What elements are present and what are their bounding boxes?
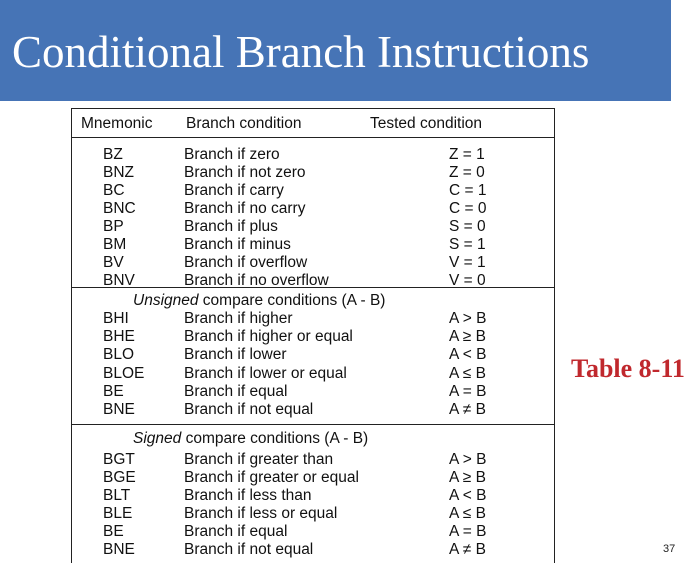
branch-condition-cell: Branch if lower — [184, 346, 287, 363]
branch-condition-cell: Branch if no overflow — [184, 272, 329, 289]
mnemonic-cell: BNC — [103, 200, 136, 217]
branch-condition-cell: Branch if higher — [184, 310, 293, 327]
mnemonic-cell: BHE — [103, 328, 135, 345]
tested-condition-cell: S = 0 — [449, 218, 486, 235]
table-row — [72, 328, 554, 346]
tested-condition-cell: A ≠ B — [449, 401, 486, 418]
table-row — [72, 254, 554, 272]
branch-condition-cell: Branch if lower or equal — [184, 365, 347, 382]
branch-condition-cell: Branch if equal — [184, 523, 288, 540]
flag-conditions-section — [72, 138, 554, 288]
table-row — [72, 218, 554, 236]
mnemonic-cell: BM — [103, 236, 127, 253]
tested-condition-cell: A ≤ B — [449, 505, 486, 522]
mnemonic-cell: BE — [103, 523, 124, 540]
branch-instructions-table — [71, 108, 555, 563]
branch-condition-cell: Branch if plus — [184, 218, 278, 235]
section-title — [133, 430, 368, 448]
mnemonic-cell: BV — [103, 254, 124, 271]
header-branch-condition: Branch condition — [186, 115, 302, 132]
table-row — [72, 200, 554, 218]
tested-condition-cell: A ≥ B — [449, 328, 486, 345]
branch-condition-cell: Branch if not equal — [184, 541, 314, 558]
tested-condition-cell: A = B — [449, 523, 487, 540]
table-header — [72, 109, 554, 138]
tested-condition-cell: A ≤ B — [449, 365, 486, 382]
tested-condition-cell: A < B — [449, 346, 487, 363]
section-title — [133, 292, 385, 310]
table-row — [72, 310, 554, 328]
tested-condition-cell: V = 1 — [449, 254, 486, 271]
mnemonic-cell: BE — [103, 383, 124, 400]
tested-condition-cell: S = 1 — [449, 236, 486, 253]
table-row — [72, 383, 554, 401]
tested-condition-cell: Z = 0 — [449, 164, 485, 181]
table-row — [72, 365, 554, 383]
section-title-rest: compare conditions (A - B) — [198, 292, 386, 309]
branch-condition-cell: Branch if not equal — [184, 401, 314, 418]
signed-compare-section — [72, 425, 554, 564]
tested-condition-cell: C = 0 — [449, 200, 487, 217]
branch-condition-cell: Branch if carry — [184, 182, 284, 199]
branch-condition-cell: Branch if no carry — [184, 200, 306, 217]
branch-condition-cell: Branch if higher or equal — [184, 328, 353, 345]
mnemonic-cell: BGE — [103, 469, 136, 486]
mnemonic-cell: BGT — [103, 451, 135, 468]
branch-condition-cell: Branch if minus — [184, 236, 291, 253]
unsigned-compare-section — [72, 288, 554, 425]
mnemonic-cell: BNZ — [103, 164, 134, 181]
section-title-italic: Signed — [133, 430, 182, 447]
tested-condition-cell: A ≥ B — [449, 469, 486, 486]
mnemonic-cell: BLT — [103, 487, 131, 504]
mnemonic-cell: BNV — [103, 272, 135, 289]
header-tested-condition: Tested condition — [370, 115, 483, 132]
page-number: 37 — [663, 543, 676, 555]
mnemonic-cell: BHI — [103, 310, 129, 327]
mnemonic-cell: BLE — [103, 505, 133, 522]
table-row — [72, 469, 554, 487]
branch-condition-cell: Branch if greater than — [184, 451, 334, 468]
table-row — [72, 451, 554, 469]
table-reference: Table 8-11 — [571, 354, 685, 383]
table-row — [72, 182, 554, 200]
header-mnemonic: Mnemonic — [81, 115, 153, 132]
branch-condition-cell: Branch if not zero — [184, 164, 306, 181]
mnemonic-cell: BP — [103, 218, 124, 235]
branch-condition-cell: Branch if less or equal — [184, 505, 338, 522]
tested-condition-cell: A > B — [449, 451, 487, 468]
table-row — [72, 146, 554, 164]
branch-condition-cell: Branch if zero — [184, 146, 280, 163]
mnemonic-cell: BNE — [103, 541, 135, 558]
mnemonic-cell: BNE — [103, 401, 135, 418]
table-row — [72, 505, 554, 523]
slide-title: Conditional Branch Instructions — [12, 27, 590, 77]
tested-condition-cell: A < B — [449, 487, 487, 504]
branch-condition-cell: Branch if equal — [184, 383, 288, 400]
tested-condition-cell: A ≠ B — [449, 541, 486, 558]
table-row — [72, 487, 554, 505]
section-title-rest: compare conditions (A - B) — [181, 430, 369, 447]
table-row — [72, 541, 554, 559]
tested-condition-cell: A > B — [449, 310, 487, 327]
table-row — [72, 401, 554, 419]
branch-condition-cell: Branch if less than — [184, 487, 312, 504]
section-title-italic: Unsigned — [133, 292, 199, 309]
table-row — [72, 523, 554, 541]
table-row — [72, 346, 554, 364]
mnemonic-cell: BLOE — [103, 365, 145, 382]
branch-condition-cell: Branch if overflow — [184, 254, 308, 271]
tested-condition-cell: C = 1 — [449, 182, 487, 199]
mnemonic-cell: BLO — [103, 346, 135, 363]
branch-condition-cell: Branch if greater or equal — [184, 469, 359, 486]
title-bar — [0, 0, 671, 101]
tested-condition-cell: Z = 1 — [449, 146, 485, 163]
tested-condition-cell: V = 0 — [449, 272, 486, 289]
tested-condition-cell: A = B — [449, 383, 487, 400]
table-row — [72, 164, 554, 182]
mnemonic-cell: BZ — [103, 146, 123, 163]
mnemonic-cell: BC — [103, 182, 125, 199]
table-row — [72, 236, 554, 254]
